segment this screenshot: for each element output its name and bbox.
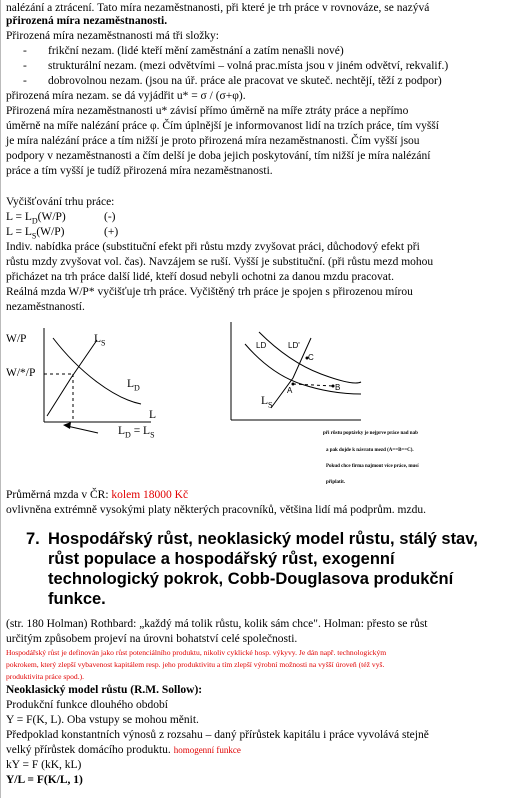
- demand-shift-graph: [211, 316, 371, 431]
- graph-note: připlatit.: [326, 480, 346, 485]
- text-line: Přirozená míra nezaměstnanosti má tři složky:: [6, 30, 220, 42]
- text-line: Předpoklad konstantních výnosů z rozsahu – daný přírůstek kapitálu i práce vyvolává stejně: [6, 729, 429, 741]
- text-line-bold: Y/L = F(K/L, 1): [6, 774, 83, 786]
- text-line: podpory v nezaměstnanosti a čím delší je doba jejich poskytování, tím nižší je míra nalézání: [6, 150, 431, 162]
- graph2-ld-label: LD: [256, 341, 267, 350]
- text-line: Indiv. nabídka práce (substituční efekt při růstu mzdy zvyšovat práci, důchodový efekt při: [6, 241, 420, 253]
- average-wage-line: Průměrná mzda v ČR: kolem 18000 Kč: [6, 489, 189, 501]
- text-line: práce a tím vyšší je tudíž přirozená míra nezaměstnanosti.: [6, 165, 273, 177]
- bullet-dash: -: [23, 45, 27, 57]
- text-line: Přirozená míra nezaměstnanosti u* závisí přímo úměrně na míře ztráty práce a nepřímo: [6, 105, 409, 117]
- text-line: úměrně na míře nalézání práce φ. Čím úplnější je informovanost lidí na trzích práce, tím vyšší: [6, 120, 439, 132]
- text-line: (str. 180 Holman) Rothbard: „každý má tolik růstu, kolik sám chce". Holman: přesto se růst: [6, 618, 428, 630]
- section-number: 7.: [26, 530, 40, 548]
- text-line: přicházet na trh práce další lidé, kteří dosud nebyli ochotni za danou mzdu pracovat.: [6, 271, 394, 283]
- text-line: kY = F (kK, kL): [6, 759, 82, 771]
- text-line: je míra nalézání práce a tím nižší je proto přirozená míra nezaměstnanosti. Čím vyšší jsou: [6, 135, 420, 147]
- graph1-wp-label: W/P: [6, 333, 27, 345]
- graph1-ls-label: $L_S$: [94, 333, 106, 348]
- graph2-point-a: A: [287, 386, 293, 395]
- red-note: pokrokem, který zlepší vybavenost kapitálem resp. jeho produktivitu a tím zlepší výrobní možnosti na vyšší úroveň (též vyš.: [6, 660, 385, 669]
- text-line: velký přírůstek domácího produktu. homogenní funkce: [6, 744, 241, 756]
- bullet-dash: -: [23, 75, 27, 87]
- text-line: ovlivněna extrémně vysokými platy některých pracovníků, většina lidí má podprům. mzdu.: [6, 504, 426, 516]
- bullet-item: dobrovolnou nezam. (jsou na úř. práce ale pracovat ve skuteč. nechtějí, těží z podpor): [48, 75, 442, 87]
- graph2-point-c: C: [308, 353, 314, 362]
- text-line: Reálná mzda W/P* vyčišťuje trh práce. Vyčištěný trh práce je spojen s přirozenou mírou: [6, 286, 413, 298]
- text-line: růstu mzdy zvyšovat vol. čas). Navzájem se ruší. Vyšší je substituční. (při růstu mezd mohou: [6, 256, 434, 268]
- graph2-ls-label: $L_S$: [261, 395, 273, 410]
- section-heading: Hospodářský růst, neoklasický model růstu, stálý stav,: [48, 530, 478, 548]
- bullet-dash: -: [23, 60, 27, 72]
- section-heading: technologický pokrok, Cobb-Douglasova produkční: [48, 570, 454, 588]
- text-line-bold: přirozená míra nezaměstnanosti.: [6, 15, 168, 27]
- section-heading: funkce.: [48, 590, 106, 608]
- red-note: produktivita práce spod.).: [6, 672, 85, 681]
- graph1-ld-label: $L_D$: [127, 378, 140, 393]
- sign-minus: (-): [104, 211, 116, 223]
- graph1-l-axis-label: L: [149, 409, 157, 421]
- text-line: přirozená míra nezam. se dá vyjádřit u* = σ / (σ+φ).: [6, 90, 246, 102]
- sign-plus: (+): [104, 226, 119, 238]
- graph-note: a pak dojde k návratu mezd (A==B==C).: [326, 448, 414, 453]
- subsection-heading: Neoklasický model růstu (R.M. Sollow):: [6, 684, 203, 696]
- graph2-ldprime-label: LD': [288, 341, 300, 350]
- text-line: určitým způsobem projeví na úrovni bohatství celé společnosti.: [6, 633, 298, 645]
- red-note: Hospodářský růst je definován jako růst potenciálního produktu, nikoliv cyklické hosp. výkyvy. Je dán např. technologickým: [6, 648, 387, 657]
- section-heading: růst populace a hospodářský růst, exogenní: [48, 550, 395, 568]
- equation-demand: $L = L_D(W/P)$: [6, 211, 66, 226]
- equation-supply: $L = L_S(W/P)$: [6, 226, 65, 241]
- text-line: Vyčišťování trhu práce:: [6, 196, 115, 208]
- text-line: nalézání a ztrácení. Tato míra nezaměstnanosti, při které je trh práce v rovnováze, se nazývá: [6, 2, 430, 14]
- graph-note: při růstu poptávky je nejprve práce nad nab: [323, 431, 418, 436]
- text-line: Produkční funkce dlouhého období: [6, 699, 168, 711]
- graph-note: Pokud chce firma najmout více práce, musí: [326, 464, 419, 469]
- graph1-equilibrium-label: $L_D = L_S$: [118, 425, 155, 440]
- graph2-point-b: B: [335, 383, 341, 392]
- graph1-wpstar-label: W/*/P: [6, 367, 36, 379]
- text-line: nezaměstnaností.: [6, 301, 85, 313]
- text-line: Y = F(K, L). Oba vstupy se mohou měnit.: [6, 714, 199, 726]
- bullet-item: strukturální nezam. (mezi odvětvími – volná prac.místa jsou v jiném odvětví, rekvalif.): [48, 60, 449, 72]
- bullet-item: frikční nezam. (lidé kteří mění zaměstnání a zatím nenašli nové): [48, 45, 344, 57]
